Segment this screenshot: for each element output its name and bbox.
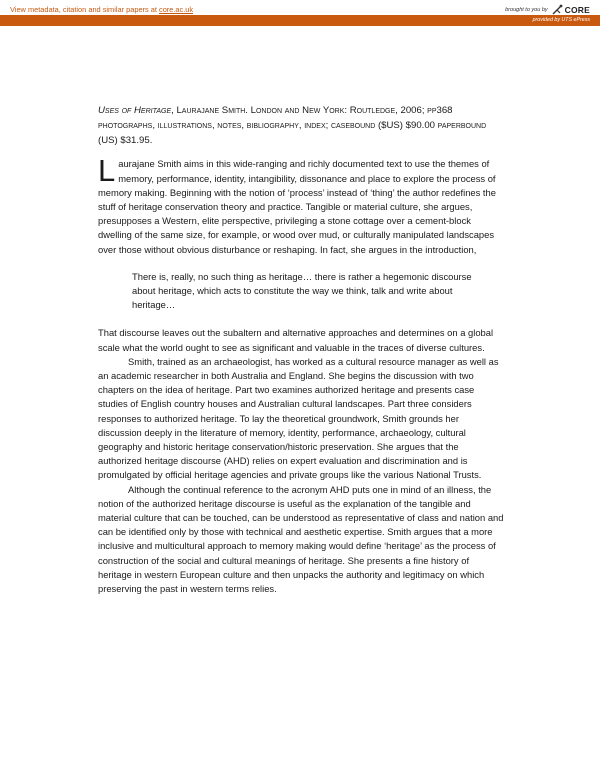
- core-brand-label: CORE: [564, 5, 590, 15]
- metadata-prefix: View metadata, citation and similar papers at: [10, 5, 159, 14]
- block-quote: There is, really, no such thing as heritage… there is rather a hegemonic discourse about heritage, which acts to constitute the way we think, talk and write about heritage…: [132, 270, 472, 311]
- paragraph-ahd: Although the continual reference to the acronym AHD puts one in mind of an illness, the notion of the authorized heritage discourse is useful as the explanation of the tangible and material culture that can be touched, can be understood as representative of class and nation and can be identified only by those with technical and aesthetic expertise. Smith argues that a more inclusive and multicultural approach to memory making would define ‘heritage’ as the process of construction of the social and cultural meanings of heritage. She presents a fine history of heritage in western European culture and then unpacks the authority and legitimacy on which preserving the past in western terms relies.: [98, 483, 504, 595]
- drop-cap: L: [98, 153, 116, 189]
- review-content: [98, 104, 504, 596]
- core-link[interactable]: core.ac.uk: [159, 5, 194, 14]
- book-citation: [98, 104, 504, 148]
- paragraph-smith-background: Smith, trained as an archaeologist, has worked as a cultural resource manager as well as an academic researcher in both Australia and England. She begins the discussion with two chapters on the idea of heritage. Part two examines authorized heritage and presents case studies of English country houses and Australian cultural landscapes. Part three considers responses to authorized heritage. To lay the theoretical groundwork, Smith grounds her discussion deeply in the literature of memory, identity, performance, archaeology, cultural geography and historic heritage conservation/historic preservation. She argues that the authorized heritage discourse (AHD) relies on expert evaluation and discrimination and is promulgated by official heritage agencies and private groups like the various National Trusts.: [98, 355, 499, 481]
- brought-to-you-label: brought to you by: [505, 7, 548, 13]
- provided-by-label: provided by UTS ePress: [532, 16, 590, 23]
- core-header: [0, 0, 600, 26]
- intro-text: aurajane Smith aims in this wide-ranging and richly documented text to use the themes of memory, performance, identity, intangibility, dissonance and place to explore the process of memory making. Beginning with the notion of ‘process’ instead of ‘thing’ the author redefines the stuff of heritage conservation theory and practice. Tangible or material culture, she argues, presupposes a Western, elite perspective, privileging a stone cottage over a cement-block dwelling of the same size, for example, or wood over mud, or culturally manipulated landscapes over those without obvious disturbance or reshaping. In fact, she argues in the introduction,: [98, 158, 496, 255]
- citation-details: , Laurajane Smith. London and New York: Routledge, 2006; pp368 photographs, illustrations, notes, bibliography, index; casebound ($US) $90.00 paperbound (US) $31.95.: [98, 105, 487, 146]
- provider-bar: [0, 15, 600, 26]
- book-title: Uses of Heritage: [98, 105, 172, 116]
- intro-paragraph: [98, 153, 504, 256]
- metadata-notice: [10, 5, 193, 14]
- paragraph-discourse: That discourse leaves out the subaltern and alternative approaches and determines on a global scale what the world ought to see as significant and valuable in the traces of diverse cultures.: [98, 327, 494, 353]
